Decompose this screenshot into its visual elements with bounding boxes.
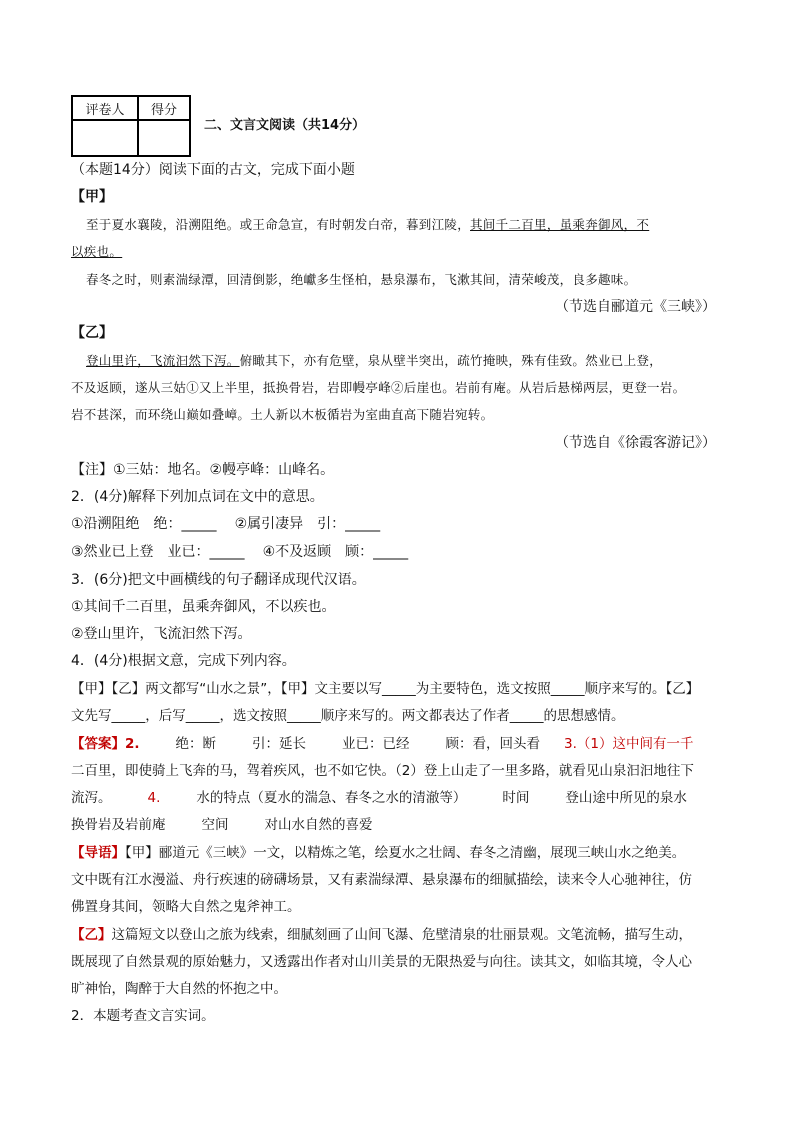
answer-q4-4: 换骨岩及岩前庵 <box>71 817 166 833</box>
guide-line-3: 佛置身其间，领略大自然之鬼斧神工。 <box>71 899 301 915</box>
answer-q4-5: 空间 <box>201 817 229 833</box>
grader-cell <box>72 120 138 156</box>
guide-text-1: 【甲】郦道元《三峡》一文，以精炼之笔，绘夏水之壮阔、春冬之清幽，展现三峡山水之绝美。 <box>125 845 686 861</box>
yi-guide-line-2: 既展现了自然景观的原始魅力，又透露出作者对山川美景的无限热爱与向往。读其文，如临其境，令人心 <box>71 954 692 970</box>
guide-line-1 <box>71 843 685 863</box>
question-4: 4．(4分)根据文意，完成下列内容。 <box>71 653 296 669</box>
answer-q3-start: 3.（1）这中间有一千 <box>564 736 694 752</box>
jia-paragraph-2: 春冬之时，则素湍绿潭，回清倒影，绝巘多生怪柏，悬泉瀑布，飞漱其间，清荣峻茂，良多趣味。 <box>86 272 637 287</box>
question-4-line-2: 文先写_____，后写_____，选文按照_____顺序来写的。两文都表达了作者_____的思想感情。 <box>71 708 625 724</box>
q2-item-3: ③然业已上登 业已：_____ <box>71 544 245 560</box>
yi-source: （节选自《徐霞客游记》） <box>555 435 716 451</box>
answer-label: 【答案】2. <box>71 736 140 752</box>
q2-item-4: ④不及返顾 顾：_____ <box>262 544 409 560</box>
yi-paragraph-2: 不及返顾，遂从三姑①又上半里，抵换骨岩，岩即幔亭峰②后崖也。岩前有庵。从岩后悬梯两层，更登一岩。 <box>71 380 686 395</box>
yi-guide-line-3: 旷神怡，陶醉于大自然的怀抱之中。 <box>71 981 287 997</box>
yi-guide-label: 【乙】 <box>71 927 112 943</box>
q2-item-1: ①沿溯阻绝 绝：_____ <box>71 516 217 532</box>
question-3-item-2: ②登山里许，飞流汩然下泻。 <box>71 626 252 642</box>
q2-item-2: ②属引凄异 引：_____ <box>234 516 381 532</box>
question-3-item-1: ①其间千二百里，虽乘奔御风，不以疾也。 <box>71 599 336 615</box>
answer-q4-1: 水的特点（夏水的湍急、春冬之水的清澈等） <box>196 790 467 806</box>
yi-guide-line-1 <box>71 925 692 945</box>
answer-q2-1: 绝：断 <box>175 736 217 752</box>
jia-source: （节选自郦道元《三峡》） <box>555 299 716 315</box>
score-table <box>71 95 191 157</box>
yi-guide-text-1: 这篇短文以登山之旅为线索，细腻刻画了山间飞瀑、危壁清泉的壮丽景观。文笔流畅，描写生动， <box>111 927 692 943</box>
jia-underlined-continued: 以疾也。 <box>71 244 123 259</box>
section-title: 二、文言文阅读（共14分） <box>204 118 366 133</box>
score-header: 得分 <box>138 96 190 120</box>
answer-line-2: 二百里，即使骑上飞奔的马，驾着疾风，也不如它快。（2）登上山走了一里多路，就看见山泉汩汩地往下 <box>71 763 694 779</box>
note-text: 【注】①三姑：地名。②幔亭峰：山峰名。 <box>71 462 335 478</box>
answer-q2-2: 引：延长 <box>252 736 307 752</box>
yi-paragraph-1 <box>86 351 662 371</box>
jia-p1-text: 至于夏水襄陵，沿溯阻绝。或王命急宣，有时朝发白帝，暮到江陵， <box>86 217 471 232</box>
answer-line-1 <box>71 734 694 754</box>
answer-q4-3: 登山途中所见的泉水 <box>565 790 687 806</box>
answer-q3-end: 流泻。 <box>71 790 112 806</box>
answer-q4-label: 4. <box>147 790 161 806</box>
answer-line-4 <box>71 815 373 835</box>
yi-paragraph-3: 岩不甚深，而环绕山巅如叠嶂。土人新以木板循岩为室曲直高下随岩宛转。 <box>71 407 494 422</box>
answer-q2-4: 顾：看，回头看 <box>445 736 541 752</box>
answer-line-3 <box>71 788 687 808</box>
question-4-line-1: 【甲】【乙】两文都写“山水之景”，【甲】文主要以写_____为主要特色，选文按照_____顺序来写的。【乙】 <box>71 681 700 697</box>
score-cell <box>138 120 190 156</box>
intro-text: （本题14分）阅读下面的古文，完成下面小题 <box>71 162 355 178</box>
grader-header: 评卷人 <box>72 96 138 120</box>
final-note: 2．本题考查文言实词。 <box>71 1008 215 1024</box>
jia-label: 【甲】 <box>71 189 113 205</box>
yi-p1-text: 俯瞰其下，亦有危壁，泉从壁半突出，疏竹掩映，殊有佳致。然业已上登， <box>239 353 663 368</box>
yi-underlined-sentence: 登山里许，飞流汩然下泻。 <box>86 353 240 368</box>
answer-q4-2: 时间 <box>502 790 530 806</box>
guide-label: 【导语】 <box>71 845 125 861</box>
question-2-row-1 <box>71 514 380 534</box>
answer-q4-6: 对山水自然的喜爱 <box>264 817 373 833</box>
guide-line-2: 文中既有江水漫溢、舟行疾速的磅礴场景，又有素湍绿潭、悬泉瀑布的细腻描绘，读来令人心驰神往，仿 <box>71 872 692 888</box>
yi-label: 【乙】 <box>71 325 113 341</box>
question-2: 2．(4分)解释下列加点词在文中的意思。 <box>71 489 324 505</box>
jia-underlined-sentence: 其间千二百里，虽乘奔御风，不 <box>470 217 650 232</box>
answer-q2-3: 业已：已经 <box>342 736 410 752</box>
question-2-row-2 <box>71 542 408 562</box>
jia-paragraph-1 <box>86 215 649 235</box>
question-3: 3．(6分)把文中画横线的句子翻译成现代汉语。 <box>71 572 366 588</box>
